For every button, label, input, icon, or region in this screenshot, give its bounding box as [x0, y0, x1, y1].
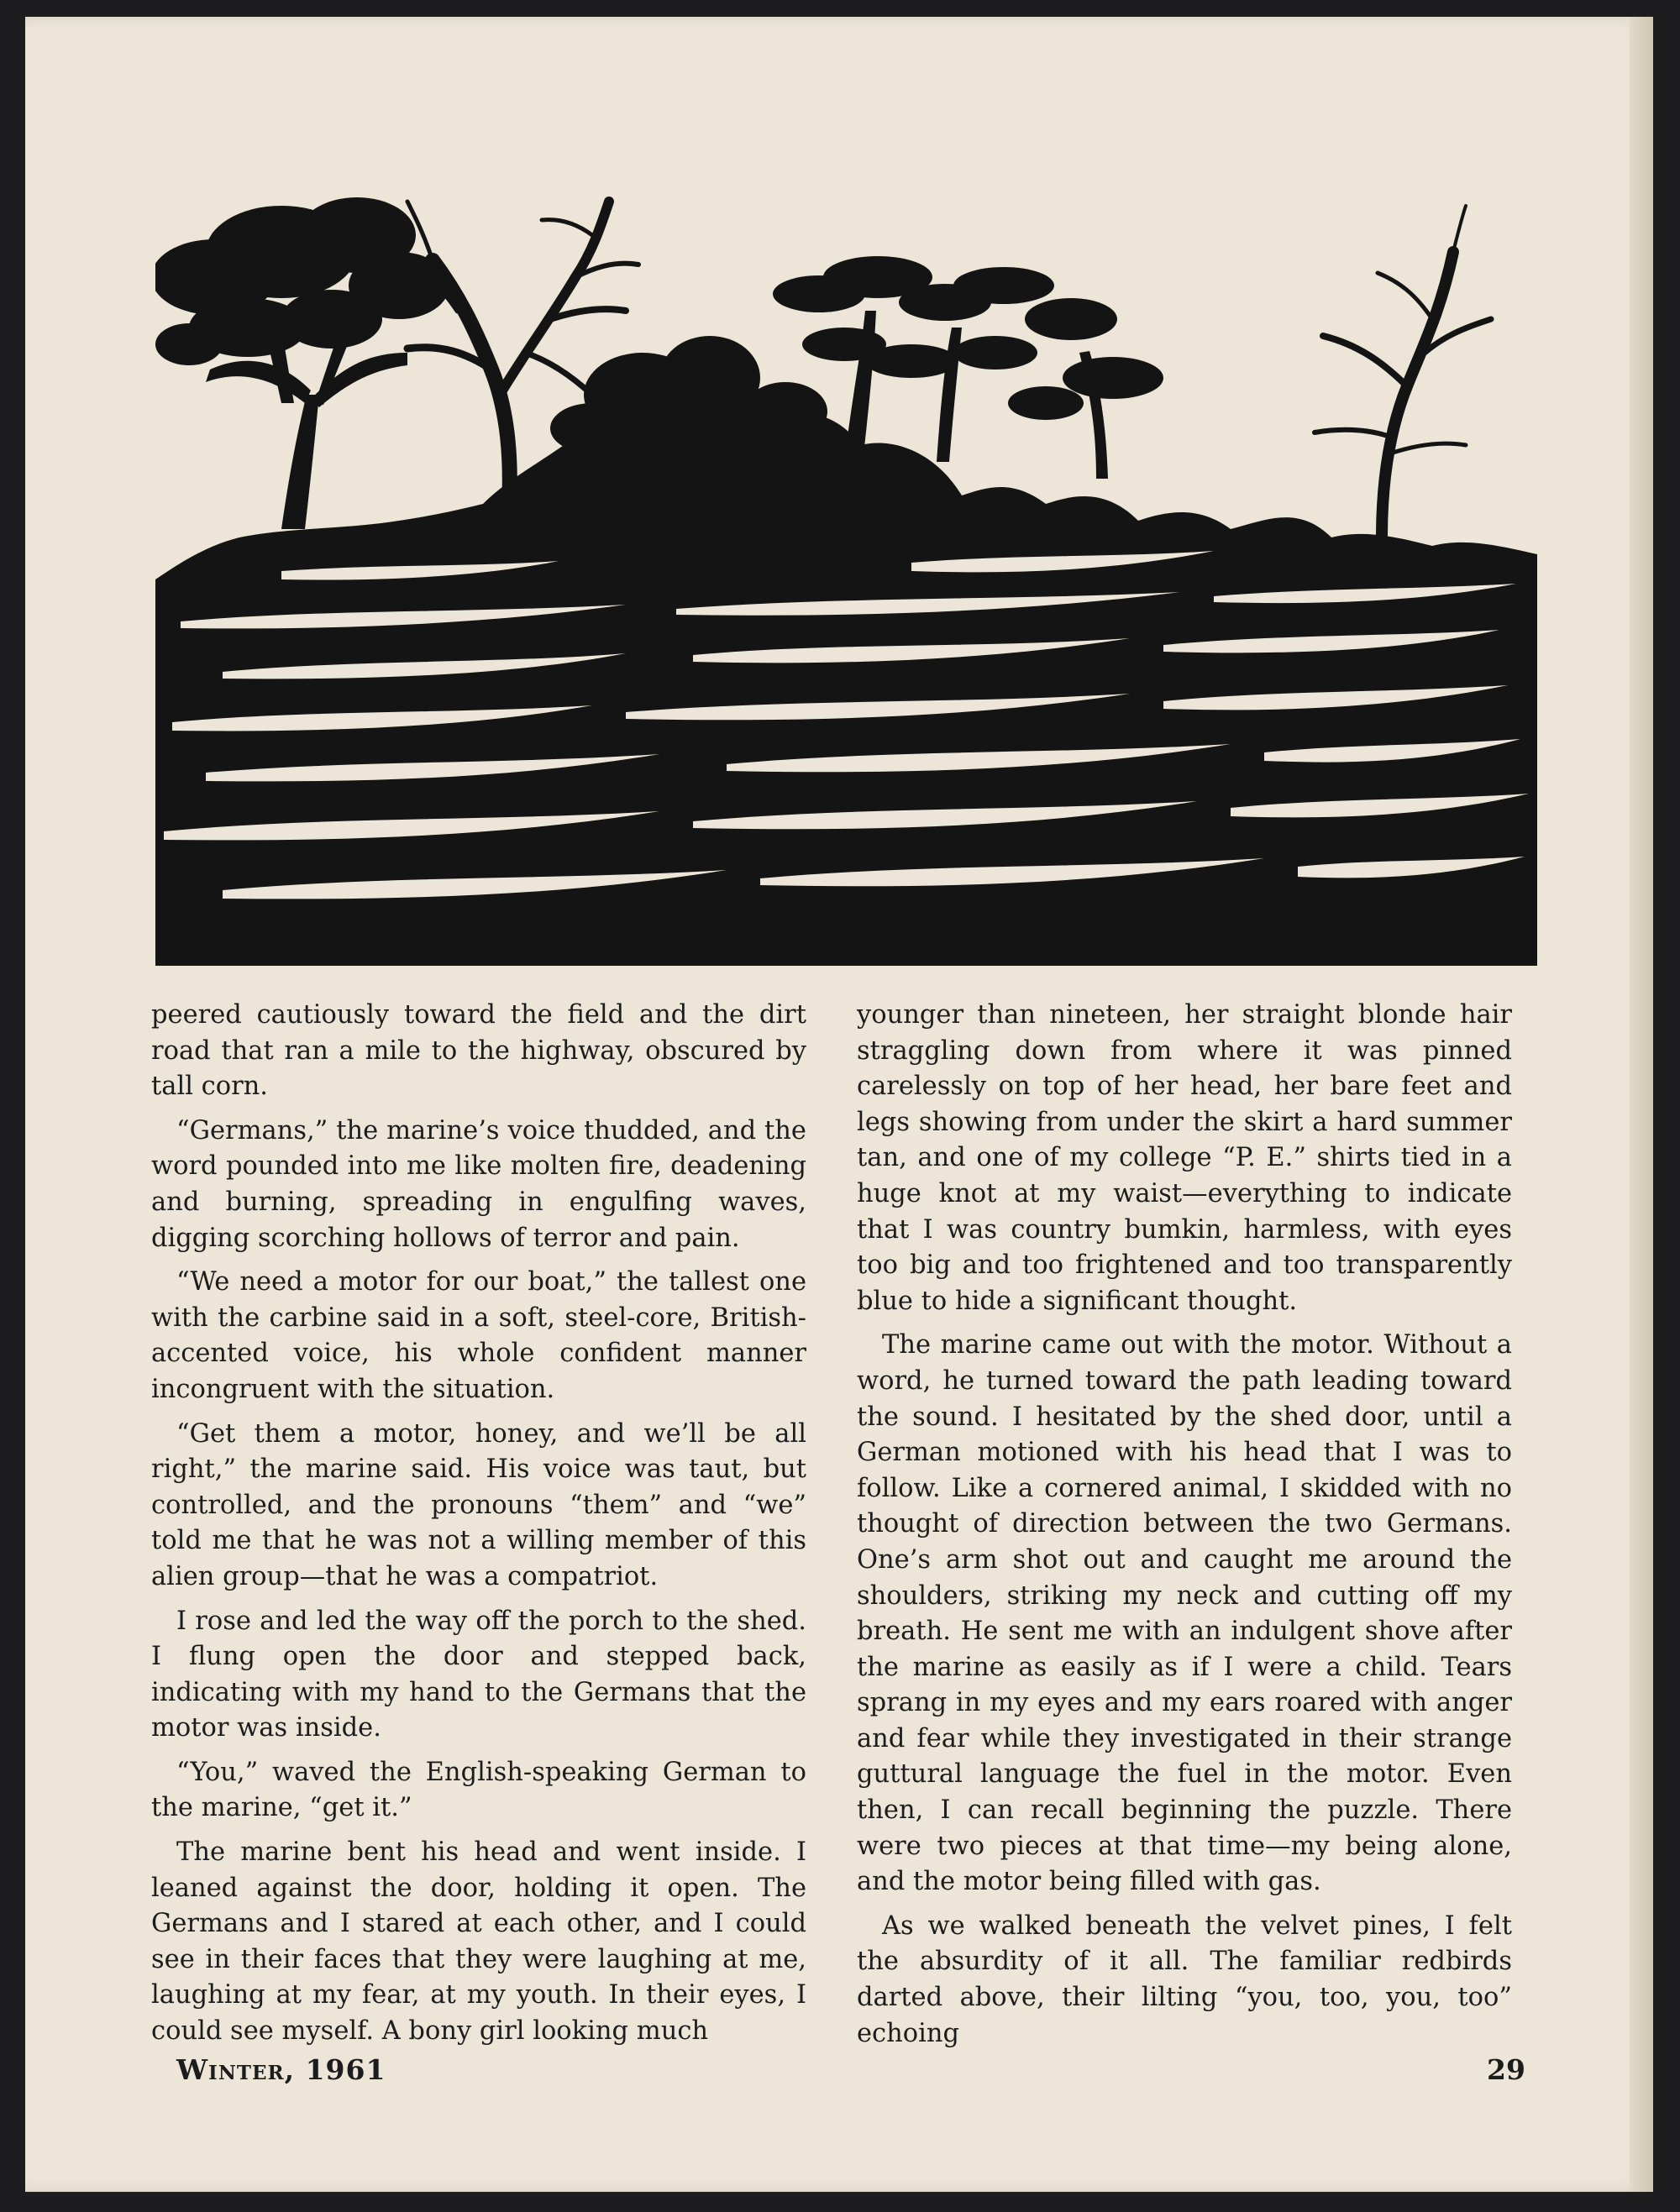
paragraph: As we walked beneath the velvet pines, I felt the absurdity of it all. The familiar redbirds darted above, their lilting “you, too, you, too” echoing: [857, 1911, 1512, 2048]
woodcut-illustration: [155, 185, 1537, 966]
page-edge: [1630, 17, 1653, 2192]
paragraph: “You,” waved the English-speaking German to the marine, “get it.”: [151, 1757, 806, 1823]
paragraph: “Germans,” the marine’s voice thudded, and the word pounded into me like molten fire, deadening and burning, spreading in engulfing waves, digging scorching hollows of terror and pain.: [151, 1115, 806, 1253]
landscape-silhouette: [155, 185, 1537, 966]
paragraph: “We need a motor for our boat,” the tallest one with the carbine said in a soft, steel-core, British-accented voice, his whole confident manner incongruent with the situation.: [151, 1267, 806, 1404]
magazine-page: [25, 17, 1653, 2192]
paragraph: peered cautiously toward the field and the dirt road that ran a mile to the highway, obscured by tall corn.: [151, 1000, 806, 1102]
paragraph: The marine bent his head and went inside. I leaned against the door, holding it open. The Germans and I stared at each other, and I could see in their faces that they were laughing at me, laughing at my fear, at my youth. In their eyes, I could see myself. A bony girl looking much: [151, 1837, 806, 2047]
paragraph: I rose and led the way off the porch to the shed. I flung open the door and stepped back, indicating with my hand to the Germans that the motor was inside.: [151, 1606, 806, 1743]
text-column-right: [857, 998, 1512, 2060]
text-column-left: [151, 998, 806, 2058]
paragraph: “Get them a motor, honey, and we’ll be all right,” the marine said. His voice was taut, but controlled, and the pronouns “them” and “we” told me that he was not a willing member of this alien group—that he was a compatriot.: [151, 1418, 806, 1591]
issue-footer: Winter, 1961: [176, 2053, 386, 2086]
page-number: 29: [1487, 2053, 1525, 2086]
paragraph: younger than nineteen, her straight blonde hair straggling down from where it was pinned carelessly on top of her head, her bare feet and legs showing from under the skirt a hard summer tan, and one of my college “P. E.” shirts tied in a huge knot at my waist—everything to indicate that I was country bumkin, harmless, with eyes too big and too frightened and too transparently blue to hide a significant thought.: [857, 1000, 1512, 1316]
paragraph: The marine came out with the motor. Without a word, he turned toward the path leading toward the sound. I hesitated by the shed door, until a German motioned with his head that I was to follow. Like a cornered animal, I skidded with no thought of direction between the two Germans. One’s arm shot out and caught me around the shoulders, striking my neck and cutting off my breath. He sent me with an indulgent shove after the marine as easily as if I were a child. Tears sprang in my eyes and my ears roared with anger and fear while they investigated in their strange guttural language the fuel in the motor. Even then, I can recall beginning the puzzle. There were two pieces at that time—my being alone, and the motor being filled with gas.: [857, 1330, 1512, 1897]
